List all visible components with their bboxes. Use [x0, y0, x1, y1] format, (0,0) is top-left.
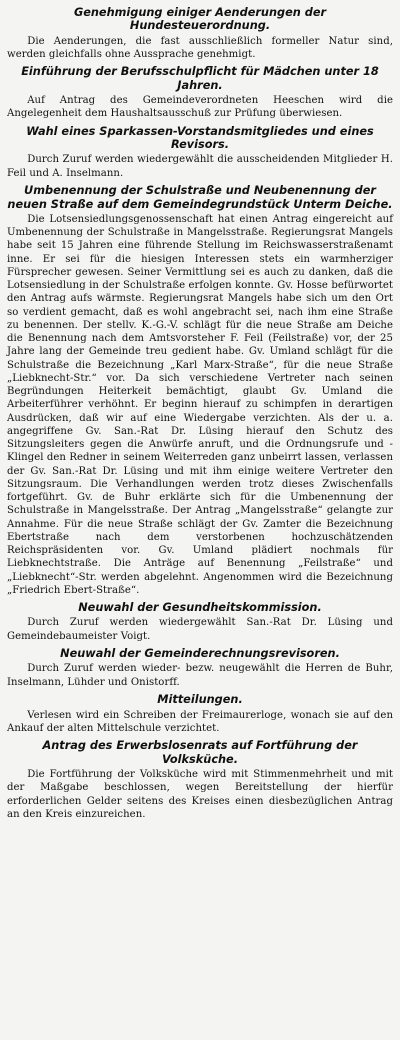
- section-heading: Wahl eines Sparkassen-Vorstandsmitgliedes und eines Revisors.: [26, 124, 374, 152]
- section-heading: Antrag des Erwerbslosenrats auf Fortführung der Volksküche.: [42, 739, 358, 766]
- section-paragraph: Durch Zuruf werden wiedergewählt die ausscheidenden Mitglieder H. Feil und A. Inselmann.: [7, 154, 393, 179]
- section-street-renaming: [7, 184, 393, 597]
- section-heading: Einführung der Berufsschulpflicht für Mädchen unter 18 Jahren.: [21, 65, 379, 92]
- section-dog-tax: [7, 6, 393, 61]
- section-auditors: [7, 647, 393, 689]
- section-vocational-school: [7, 65, 393, 120]
- section-heading: Neuwahl der Gesundheitskommission.: [78, 601, 322, 615]
- section-paragraph: Auf Antrag des Gemeindeverordneten Heeschen wird die Angelegenheit dem Haushaltsausschuß zur Prüfung überwiesen.: [7, 95, 393, 120]
- section-paragraph: Durch Zuruf werden wieder- bezw. neugewählt die Herren de Buhr, Inselmann, Lühder und Onistorff.: [7, 663, 393, 688]
- section-heading: Neuwahl der Gemeinderechnungsrevisoren.: [60, 647, 340, 661]
- section-heading: Genehmigung einiger Aenderungen der Hundesteuerordnung.: [73, 6, 327, 33]
- section-heading: Umbenennung der Schulstraße und Neubenennung der neuen Straße auf dem Gemeindegrundstück Unterm Deiche.: [7, 184, 393, 211]
- section-paragraph: Die Lotsensiedlungsgenossenschaft hat einen Antrag eingereicht auf Umbenennung der Schulstraße in Mangelsstraße. Regierungsrat Mangels habe seit 15 Jahren eine führende Stellung im Reichswasserstraßenamt inne. Er sei für die hiesigen Interessen stets ein warmherziger Fürsprecher gewesen. Seiner Vermittlung sei es auch zu danken, daß die Lotsensiedlung in der Schulstraße erfolgen konnte. Gv. Hosse befürwortet den Antrag aufs wärmste. Regierungsrat Mangels habe sich um den Ort so verdient gemacht, daß es wohl angebracht sei, nach ihm eine Straße zu benennen. Der stellv. K.-G.-V. schlägt für die neue Straße am Deiche die Benennung nach dem Amtsvorsteher F. Feil (Feilstraße) vor, der 25 Jahre lang der Gemeinde treu gedient habe. Gv. Umland schlägt für die Schulstraße die Bezeichnung „Karl Marx-Straße“, für die neue Straße „Liebknecht-Str.“ vor. Da sich verschiedene Vertreter nach seinen Begründungen Heiterkeit bemächtigt, glaubt Gv. Umland die Arbeiterführer verhöhnt. Er beginn hierauf zu schimpfen in derartigen Ausdrücken, daß wir auf eine Wiedergabe verzichten. Als der u. a. angegriffene Gv. San.-Rat Dr. Lüsing hierauf den Schutz des Sitzungsleiters gegen die Anwürfe anruft, und die Ordnungsrufe und -Klingel den Redner in seinem Weiterreden ganz unbeirrt lassen, verlassen der Gv. San.-Rat Dr. Lüsing und mit ihm einige weitere Vertreter den Sitzungsraum. Die Verhandlungen werden trotz dieses Zwischenfalls fortgeführt. Gv. de Buhr erklärte sich für die Umbenennung der Schulstraße in Mangelsstraße. Der Antrag „Mangelsstraße“ gelangte zur Annahme. Für die neue Straße schlägt der Gv. Zamter die Bezeichnung Ebertstraße nach dem verstorbenen hochzuschätzenden Reichspräsidenten vor. Gv. Umland plädiert nochmals für Liebknechtstraße. Die Anträge auf Benennung „Feilstraße“ und „Liebknecht“-Str. werden abgelehnt. Angenommen wird die Bezeichnung „Friedrich Ebert-Straße“.: [7, 213, 393, 596]
- section-paragraph: Die Aenderungen, die fast ausschließlich formeller Natur sind, werden gleichfalls ohne Aussprache genehmigt.: [7, 35, 393, 60]
- section-health-commission: [7, 601, 393, 643]
- section-soup-kitchen: [7, 739, 393, 821]
- section-paragraph: Die Fortführung der Volksküche wird mit Stimmenmehrheit und mit der Maßgabe beschlossen, wegen Bereitstellung der hierfür erforderlichen Gelder seitens des Kreises einen diesbezüglichen Antrag an den Kreis einzureichen.: [7, 768, 393, 821]
- section-savings-bank-election: [7, 125, 393, 180]
- section-paragraph: Verlesen wird ein Schreiben der Freimaurerloge, wonach sie auf den Ankauf der alten Mittelschule verzichtet.: [7, 709, 393, 734]
- section-announcements: [7, 693, 393, 735]
- section-heading: Mitteilungen.: [157, 693, 243, 707]
- section-paragraph: Durch Zuruf werden wiedergewählt San.-Rat Dr. Lüsing und Gemeindebaumeister Voigt.: [7, 617, 393, 642]
